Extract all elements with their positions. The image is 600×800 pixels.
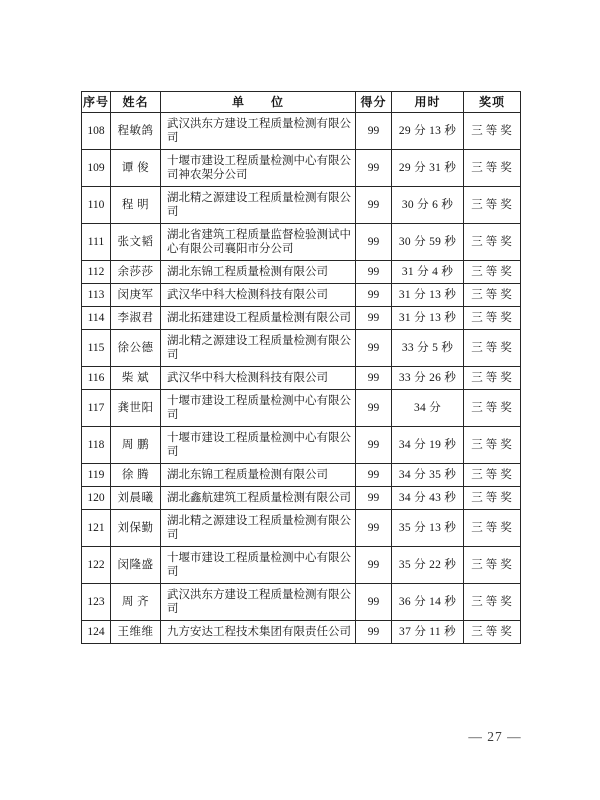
cell-time: 35 分 22 秒 [392, 547, 464, 584]
cell-award: 三等奖 [464, 150, 521, 187]
cell-rank: 115 [82, 330, 111, 367]
results-table-body [82, 113, 521, 644]
cell-rank: 111 [82, 224, 111, 261]
cell-score: 99 [356, 584, 392, 621]
cell-organization: 湖北东锦工程质量检测有限公司 [161, 464, 356, 487]
cell-rank: 123 [82, 584, 111, 621]
cell-score: 99 [356, 427, 392, 464]
cell-award: 三等奖 [464, 187, 521, 224]
col-header-organization: 单 位 [161, 92, 356, 113]
cell-award: 三等奖 [464, 307, 521, 330]
col-header-award: 奖项 [464, 92, 521, 113]
cell-time: 34 分 19 秒 [392, 427, 464, 464]
cell-organization: 武汉洪东方建设工程质量检测有限公司 [161, 113, 356, 150]
cell-award: 三等奖 [464, 621, 521, 644]
cell-score: 99 [356, 284, 392, 307]
cell-time: 30 分 6 秒 [392, 187, 464, 224]
cell-organization: 十堰市建设工程质量检测中心有限公司 [161, 427, 356, 464]
cell-organization: 九方安达工程技术集团有限责任公司 [161, 621, 356, 644]
cell-name: 龚世阳 [111, 390, 161, 427]
cell-score: 99 [356, 621, 392, 644]
cell-organization: 武汉洪东方建设工程质量检测有限公司 [161, 584, 356, 621]
table-row [82, 150, 521, 187]
cell-time: 29 分 13 秒 [392, 113, 464, 150]
cell-score: 99 [356, 510, 392, 547]
cell-name: 谭 俊 [111, 150, 161, 187]
cell-rank: 117 [82, 390, 111, 427]
table-row [82, 547, 521, 584]
table-row [82, 510, 521, 547]
cell-time: 33 分 26 秒 [392, 367, 464, 390]
cell-rank: 118 [82, 427, 111, 464]
cell-organization: 湖北东锦工程质量检测有限公司 [161, 261, 356, 284]
cell-award: 三等奖 [464, 487, 521, 510]
cell-time: 33 分 5 秒 [392, 330, 464, 367]
cell-name: 张文韬 [111, 224, 161, 261]
cell-rank: 116 [82, 367, 111, 390]
cell-award: 三等奖 [464, 330, 521, 367]
cell-rank: 112 [82, 261, 111, 284]
cell-score: 99 [356, 367, 392, 390]
cell-rank: 119 [82, 464, 111, 487]
cell-time: 34 分 [392, 390, 464, 427]
cell-name: 闵隆盛 [111, 547, 161, 584]
cell-rank: 110 [82, 187, 111, 224]
cell-award: 三等奖 [464, 261, 521, 284]
cell-award: 三等奖 [464, 367, 521, 390]
cell-organization: 十堰市建设工程质量检测中心有限公司神农架分公司 [161, 150, 356, 187]
cell-name: 闵庚军 [111, 284, 161, 307]
cell-time: 31 分 4 秒 [392, 261, 464, 284]
cell-score: 99 [356, 187, 392, 224]
cell-name: 刘晨曦 [111, 487, 161, 510]
cell-score: 99 [356, 464, 392, 487]
cell-rank: 113 [82, 284, 111, 307]
cell-score: 99 [356, 547, 392, 584]
table-row [82, 584, 521, 621]
cell-organization: 十堰市建设工程质量检测中心有限公司 [161, 390, 356, 427]
cell-time: 29 分 31 秒 [392, 150, 464, 187]
cell-rank: 124 [82, 621, 111, 644]
page-number: — 27 — [468, 729, 522, 744]
cell-score: 99 [356, 307, 392, 330]
table-row [82, 224, 521, 261]
cell-rank: 120 [82, 487, 111, 510]
table-row [82, 464, 521, 487]
cell-score: 99 [356, 390, 392, 427]
cell-organization: 湖北精之源建设工程质量检测有限公司 [161, 187, 356, 224]
cell-award: 三等奖 [464, 390, 521, 427]
cell-name: 李淑君 [111, 307, 161, 330]
table-row [82, 261, 521, 284]
cell-name: 余莎莎 [111, 261, 161, 284]
cell-organization: 武汉华中科大检测科技有限公司 [161, 284, 356, 307]
cell-name: 程敏鸽 [111, 113, 161, 150]
cell-time: 36 分 14 秒 [392, 584, 464, 621]
cell-award: 三等奖 [464, 113, 521, 150]
col-header-name: 姓名 [111, 92, 161, 113]
cell-score: 99 [356, 113, 392, 150]
col-header-score: 得分 [356, 92, 392, 113]
cell-award: 三等奖 [464, 510, 521, 547]
cell-name: 周 齐 [111, 584, 161, 621]
cell-award: 三等奖 [464, 224, 521, 261]
table-row [82, 284, 521, 307]
table-row [82, 427, 521, 464]
cell-time: 34 分 35 秒 [392, 464, 464, 487]
cell-organization: 湖北精之源建设工程质量检测有限公司 [161, 510, 356, 547]
cell-time: 31 分 13 秒 [392, 307, 464, 330]
cell-rank: 122 [82, 547, 111, 584]
cell-score: 99 [356, 224, 392, 261]
table-row [82, 390, 521, 427]
cell-award: 三等奖 [464, 284, 521, 307]
cell-time: 37 分 11 秒 [392, 621, 464, 644]
cell-rank: 108 [82, 113, 111, 150]
table-header-row [82, 92, 521, 113]
cell-name: 周 鹏 [111, 427, 161, 464]
table-row [82, 113, 521, 150]
cell-score: 99 [356, 150, 392, 187]
cell-time: 34 分 43 秒 [392, 487, 464, 510]
cell-name: 刘保勤 [111, 510, 161, 547]
cell-organization: 湖北精之源建设工程质量检测有限公司 [161, 330, 356, 367]
cell-award: 三等奖 [464, 464, 521, 487]
table-row [82, 487, 521, 510]
cell-name: 柴 斌 [111, 367, 161, 390]
results-table [81, 91, 521, 644]
cell-time: 31 分 13 秒 [392, 284, 464, 307]
cell-name: 徐 腾 [111, 464, 161, 487]
cell-organization: 十堰市建设工程质量检测中心有限公司 [161, 547, 356, 584]
cell-organization: 武汉华中科大检测科技有限公司 [161, 367, 356, 390]
cell-organization: 湖北省建筑工程质量监督检验测试中心有限公司襄阳市分公司 [161, 224, 356, 261]
table-row [82, 367, 521, 390]
col-header-rank: 序号 [82, 92, 111, 113]
cell-rank: 121 [82, 510, 111, 547]
cell-award: 三等奖 [464, 584, 521, 621]
col-header-time: 用时 [392, 92, 464, 113]
cell-organization: 湖北鑫航建筑工程质量检测有限公司 [161, 487, 356, 510]
cell-award: 三等奖 [464, 547, 521, 584]
cell-name: 程 明 [111, 187, 161, 224]
cell-award: 三等奖 [464, 427, 521, 464]
cell-rank: 109 [82, 150, 111, 187]
cell-score: 99 [356, 487, 392, 510]
cell-name: 徐公德 [111, 330, 161, 367]
table-row [82, 330, 521, 367]
cell-rank: 114 [82, 307, 111, 330]
table-row [82, 187, 521, 224]
cell-score: 99 [356, 330, 392, 367]
cell-time: 35 分 13 秒 [392, 510, 464, 547]
cell-name: 王维维 [111, 621, 161, 644]
table-row [82, 307, 521, 330]
cell-time: 30 分 59 秒 [392, 224, 464, 261]
cell-organization: 湖北拓建建设工程质量检测有限公司 [161, 307, 356, 330]
table-row [82, 621, 521, 644]
cell-score: 99 [356, 261, 392, 284]
